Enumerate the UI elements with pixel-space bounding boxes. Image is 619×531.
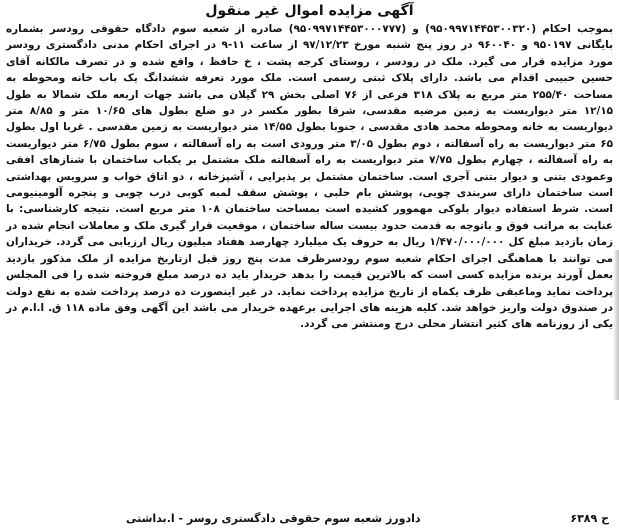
notice-footer [6,511,609,527]
notice-reference: ح ۶۳۸۹ [570,512,609,525]
notice-signature: دادورز شعبه سوم حقوقی دادگستری روسر - ا.بداشتی [126,512,421,525]
notice-title: آگهی مزایده اموال غیر منقول [205,3,414,19]
notice-body: بموجب احکام (۹۵۰۹۹۷۱۴۴۵۳۰۰۳۲۰) و (۹۵۰۹۹۷۱۴۴۵۳۰۰۰۷۷۷) صادره از شعبه سوم دادگاه حقوقی رودسر بشماره بایگانی ۹۵۰۱۹۷ و ۹۶۰۰۴۰ در روز پنج شنبه مورخ ۹۷/۱۲/۲۳ از ساعت ۱۱-۹ در اجرای احکام مدنی دادگستری رودسر مورد مزایده قرار می گیرد. ملک در رودسر ، روستای کرجه پشت ، خ حافظ ، واقع شده و در تصرف مالکانه آقای حسین حبیبی اقدام می باشد. دارای پلاک ثبتی رسمی است. ملک مورد تعرفه ششدانگ یک باب خانه ومحوطه به مساحت ۲۵۵/۴۰ متر مربع به پلاک ۳۱۸ فرعی از ۷۶ اصلی بخش ۲۹ گیلان می باشد جهات اربعه ملک شمالا به طول ۱۲/۱۵ متر دیواریست به زمین مرضیه مقدسی، شرقا بطور مکسر در دو ضلع بطول های ۱۰/۶۵ متر و ۸/۸۵ متر دیواریست به خانه ومحوطه محمد هادی مقدسی ، جنوبا بطول ۱۴/۵۵ متر دیواریست به زمین مقدسی . غربا اول بطول ۶۵ متر دیواریست به راه آسفالته ، دوم بطول ۳/۰۵ متر ورودی است به راه آسفالته ، سوم بطول ۶/۷۵ متر دیواریست به راه آسفالته ، چهارم بطول ۷/۷۵ متر دیواریست به راه آسفالته ملک مشتمل بر یکباب ساختمان با شنازهای افقی وعمودی بتنی و دیوار بتنی آجری است. ساختمان مشتمل بر پذیرایی ، آشپزخانه ، دو اتاق خواب و سرویس بهداشتی است ساختمان دارای سربندی چوبی، پوشش بام حلبی ، پوشش سقف لمبه کوبی درب چوبی و پنجره آلومینیومی است. شرط استفاده دیوار بلوکی مهموور کشیده است بمساحت ساختمان ۱۰۸ متر مربع است. نتیجه کارشناسی: با عنایت به مراتب فوق و باتوجه به قدمت حدود بیست ساله ساختمان ، موقعیت قرار گیری ملک و معاملات انجام شده در زمان بازدید مبلغ کل ۱/۴۷۰/۰۰۰/۰۰۰ ریال به حروف یک میلیارد چهارصد هفتاد میلیون ریال ارزیابی می گردد. خریداران می توانند با هماهنگی اجرای احکام شعبه سوم رودسرظرف مدت پنج روز قبل ازتاریخ مزایده از ملک مذکور بازدید بعمل آورند برنده مزایده کسی است که بالاترین قیمت را بدهد خریدار باید ده درصد مبلغ فروخته شده را فی المجلس پرداخت نماید وماعبقی ظرف یکماه از تاریخ مزایده پرداخت نماید. در غیر اینصورت ده درصد پرداخت شده به نفع دولت در صندوق دولت واریز خواهد شد. کلیه هزینه های اجرایی برعهده خریدار می باشد این آگهی وفق ماده ۱۱۸ ق. ا.ا.م در یکی از روزنامه های کثیر انتشار محلی درج ومنتشر می گردد. [6,23,614,331]
scan-edge-shadow [613,250,619,400]
